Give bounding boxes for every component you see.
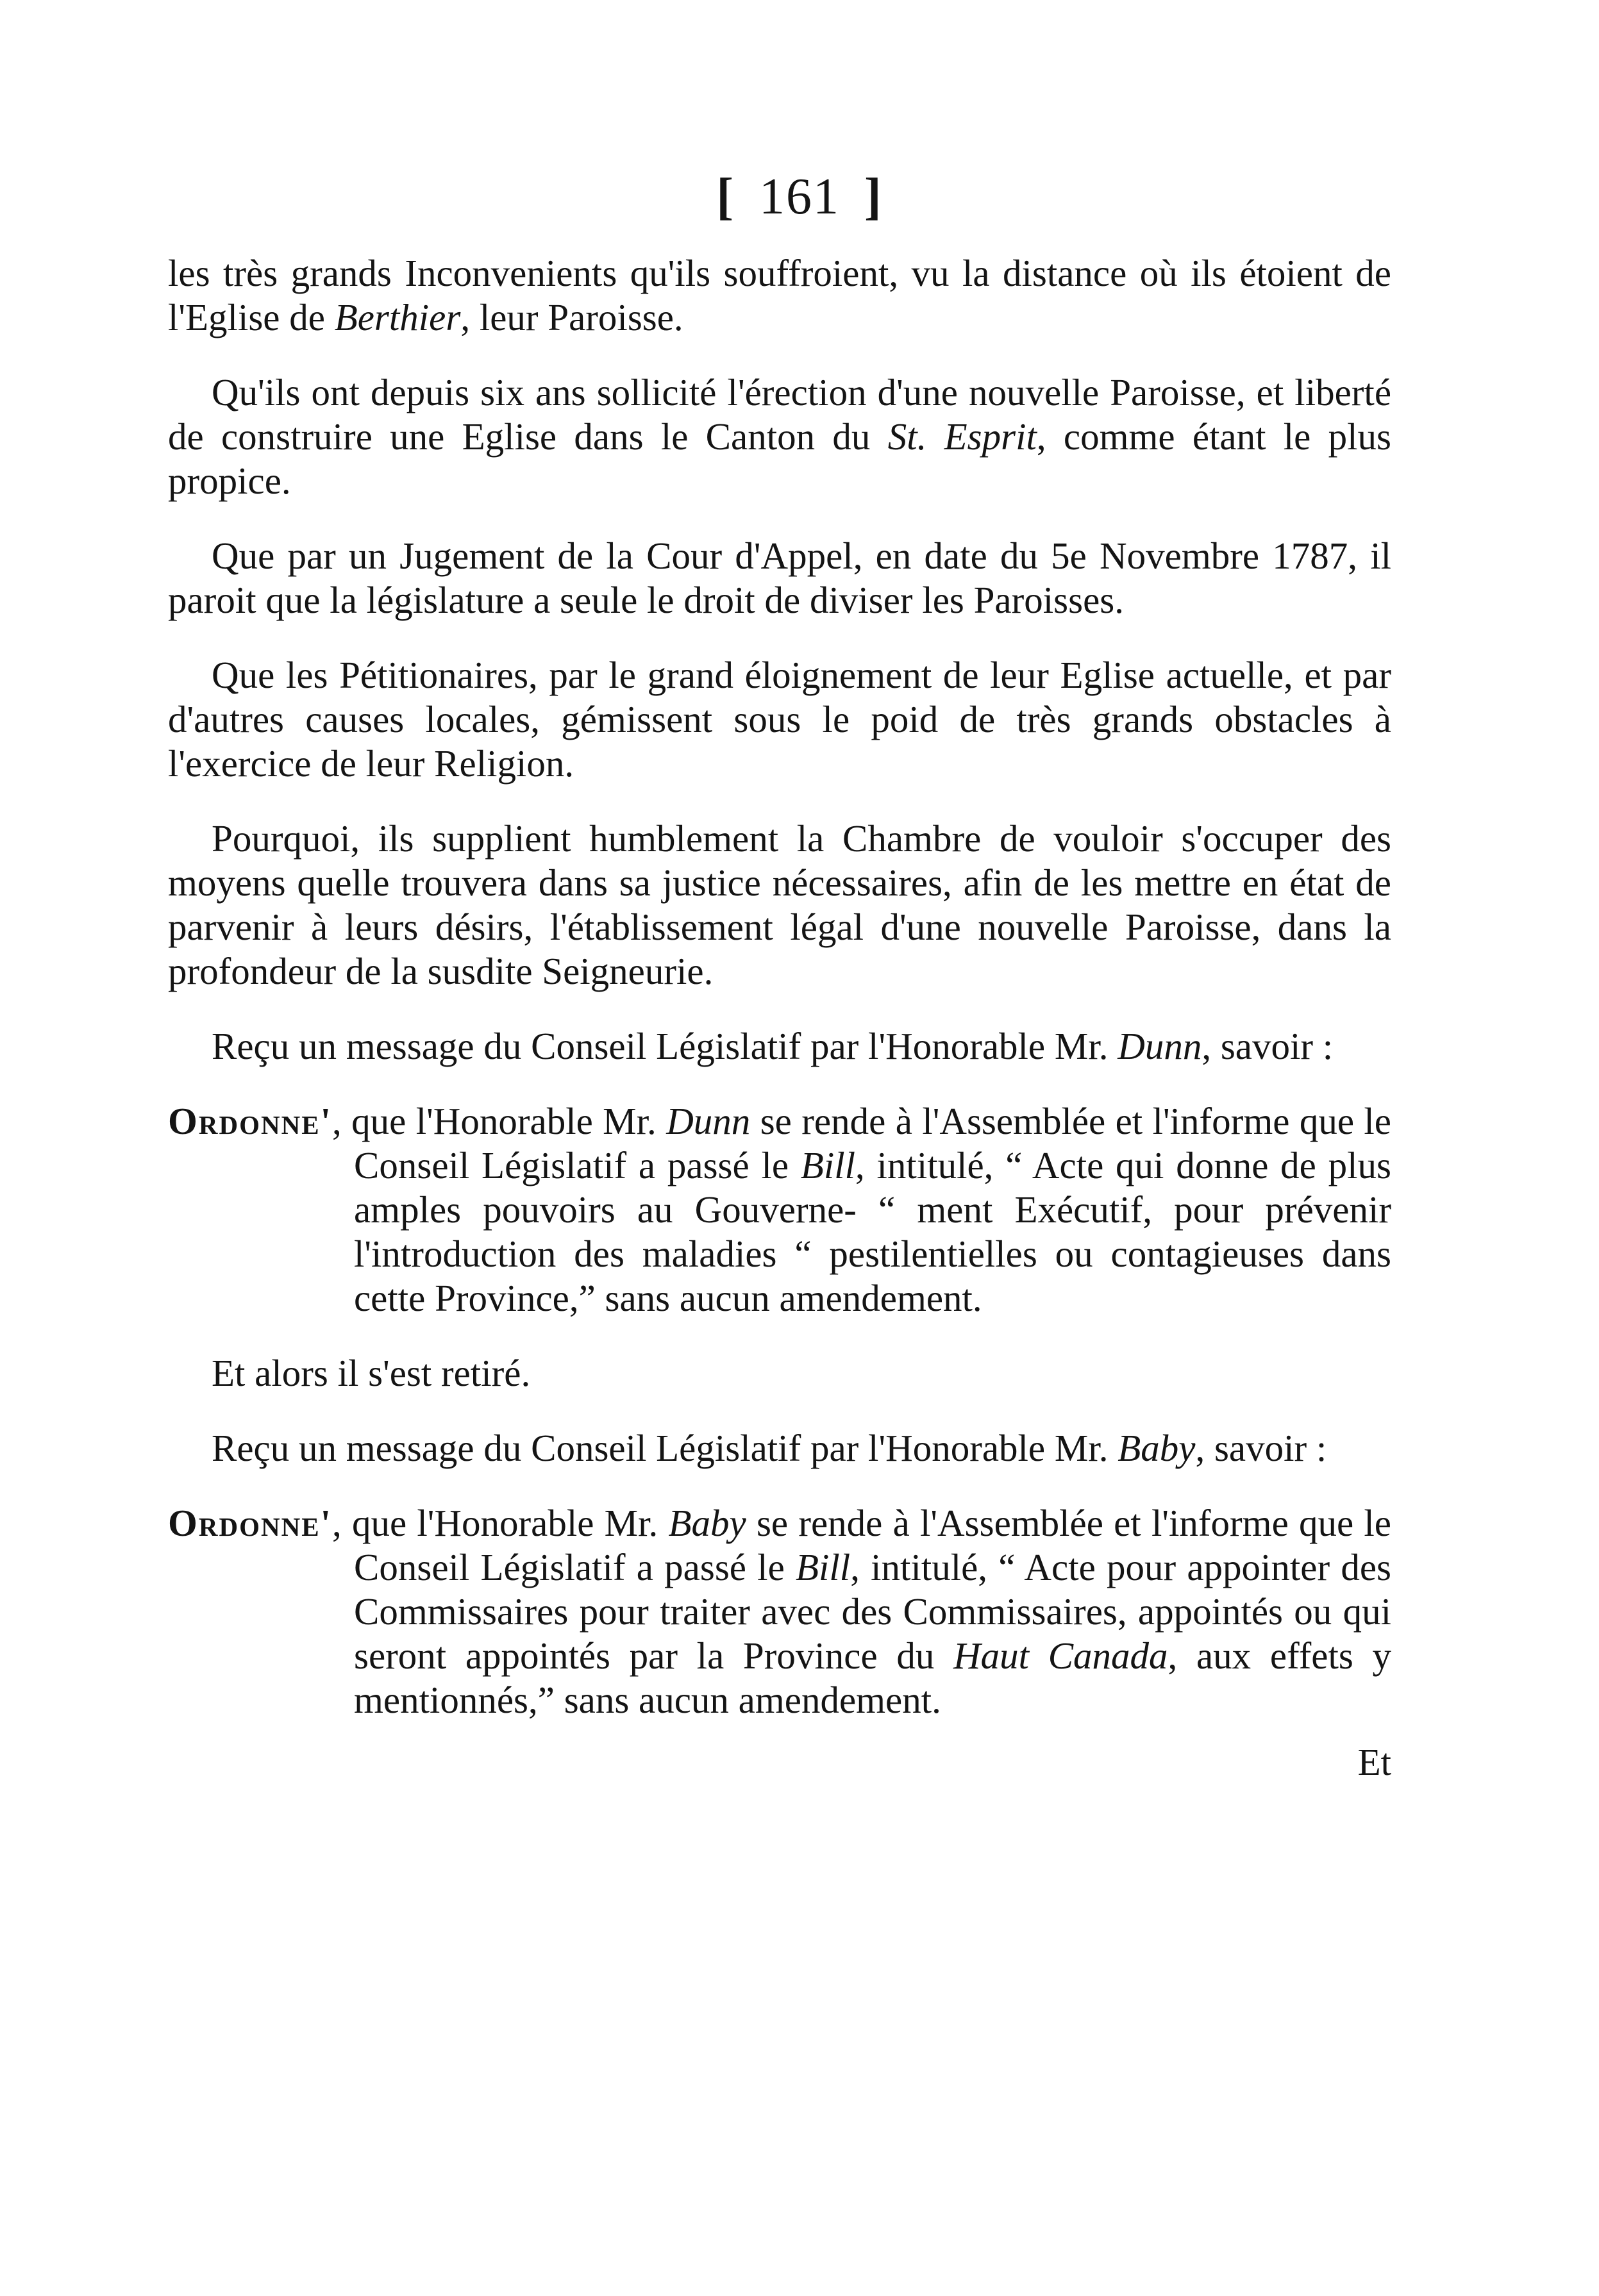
- paragraph-4: Que les Pétitionaires, par le grand éloignement de leur Eglise actuelle, et par d'autres causes locales, gémissent sous le poid de très grands obstacles à l'exercice de leur Religion.: [168, 654, 1391, 785]
- right-bracket: ]: [864, 169, 883, 225]
- paragraph-9: Reçu un message du Conseil Législatif par l'Honorable Mr. Baby, savoir :: [212, 1427, 1327, 1469]
- page-number: 161: [759, 169, 840, 225]
- paragraph-3: Que par un Jugement de la Cour d'Appel, en date du 5e Novembre 1787, il paroit que la législature a seule le droit de diviser les Paroisses.: [168, 535, 1391, 621]
- paragraph-8: Et alors il s'est retiré.: [212, 1352, 531, 1394]
- paragraph-6: Reçu un message du Conseil Législatif par l'Honorable Mr. Dunn, savoir :: [212, 1025, 1334, 1067]
- body-text: [168, 251, 1391, 1815]
- ordonne-label: Ordonne': [168, 1502, 332, 1544]
- page-header: [0, 168, 1599, 226]
- ordonne-paragraph-2: Ordonne', que l'Honorable Mr. Baby se rende à l'Assemblée et l'informe que le Conseil Législatif a passé le Bill, intitulé, “ Acte pour appointer des Commissaires pour traiter avec des Commissaires, appointés ou qui seront appointés par la Province du Haut Canada, aux effets y mentionnés,” sans aucun amendement.: [168, 1502, 1392, 1721]
- ordonne-paragraph-1: Ordonne', que l'Honorable Mr. Dunn se rende à l'Assemblée et l'informe que le Conseil Législatif a passé le Bill, intitulé, “ Acte qui donne de plus amples pouvoirs au Gouverne- “ ment Exécutif, pour prévenir l'introduction des maladies “ pestilentielles ou contagieuses dans cette Province,” sans aucun amendement.: [168, 1100, 1391, 1319]
- left-bracket: [: [716, 169, 735, 225]
- catchword: Et: [1357, 1741, 1391, 1783]
- paragraph-2: Qu'ils ont depuis six ans sollicité l'érection d'une nouvelle Paroisse, et liberté de construire une Eglise dans le Canton du St. Esprit, comme étant le plus propice.: [168, 371, 1391, 502]
- paragraph-1: les très grands Inconvenients qu'ils souffroient, vu la distance où ils étoient de l'Eglise de Berthier, leur Paroisse.: [168, 252, 1391, 338]
- paragraph-5: Pourquoi, ils supplient humblement la Chambre de vouloir s'occuper des moyens quelle trouvera dans sa justice nécessaires, afin de les mettre en état de parvenir à leurs désirs, l'établissement légal d'une nouvelle Paroisse, dans la profondeur de la susdite Seigneurie.: [168, 817, 1391, 992]
- ordonne-label: Ordonne': [168, 1100, 332, 1142]
